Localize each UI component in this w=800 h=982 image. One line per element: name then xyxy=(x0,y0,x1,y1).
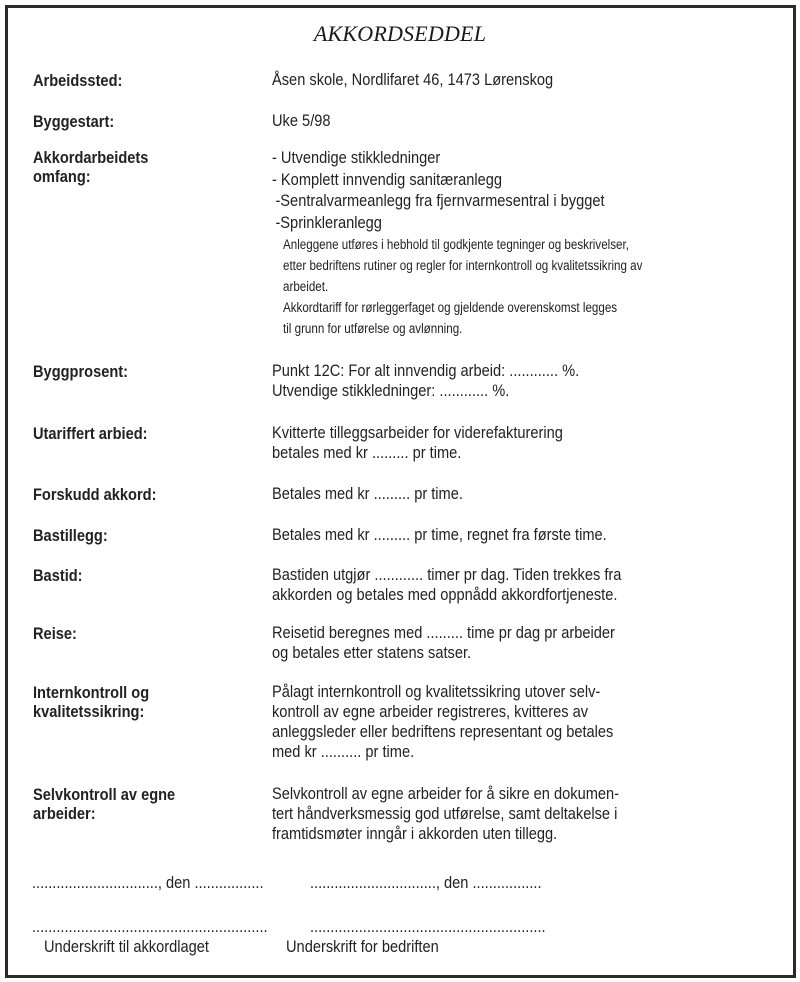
internkontroll-line: Pålagt internkontroll og kvalitetssikring utover selv- xyxy=(272,682,601,701)
label-utariffert: Utariffert arbied: xyxy=(33,424,148,443)
label-internkontroll-line: kvalitetssikring: xyxy=(33,702,145,721)
omfang-note: Akkordtariff for rørleggerfaget og gjeldende overenskomst legges xyxy=(283,300,618,315)
signature-caption-left: Underskrift til akkordlaget xyxy=(44,937,209,956)
label-selvkontroll-line: Selvkontroll av egne xyxy=(33,785,176,804)
omfang-note: til grunn for utførelse og avlønning. xyxy=(283,321,463,336)
label-selvkontroll xyxy=(33,785,175,823)
omfang-note: Anleggene utføres i hebhold til godkjente tegninger og beskrivelser, xyxy=(283,237,629,252)
value-byggprosent xyxy=(272,361,579,401)
selvkontroll-line: tert håndverksmessig god utførelse, samt deltakelse i xyxy=(272,804,618,823)
reise-line: og betales etter statens satser. xyxy=(272,643,472,662)
byggprosent-line: Punkt 12C: For alt innvendig arbeid: ............ %. xyxy=(272,361,580,380)
omfang-item: -Sprinkleranlegg xyxy=(275,212,382,232)
label-reise: Reise: xyxy=(33,624,77,643)
value-bastid xyxy=(272,565,621,605)
signature-line-left[interactable]: .......................................................... xyxy=(32,917,268,936)
label-omfang-line: Akkordarbeidets xyxy=(33,148,149,167)
label-bastillegg: Bastillegg: xyxy=(33,526,108,545)
utariffert-line: betales med kr ......... pr time. xyxy=(272,443,462,462)
omfang-items xyxy=(272,147,605,233)
value-byggestart: Uke 5/98 xyxy=(272,111,331,130)
place-date-right[interactable]: ..............................., den ................. xyxy=(310,873,542,892)
signature-line-right[interactable]: .......................................................... xyxy=(310,917,546,936)
utariffert-line: Kvitterte tilleggsarbeider for viderefakturering xyxy=(272,423,563,442)
byggprosent-line: Utvendige stikkledninger: ............ %. xyxy=(272,381,510,400)
internkontroll-line: kontroll av egne arbeider registreres, kvitteres av xyxy=(272,702,589,721)
omfang-item: - Komplett innvendig sanitæranlegg xyxy=(272,169,502,189)
bastid-line: akkorden og betales med oppnådd akkordfortjeneste. xyxy=(272,585,618,604)
omfang-note: etter bedriftens rutiner og regler for internkontroll og kvalitetssikring av xyxy=(283,258,643,273)
place-date-left[interactable]: ..............................., den ................. xyxy=(32,873,264,892)
label-internkontroll-line: Internkontroll og xyxy=(33,683,150,702)
label-forskudd: Forskudd akkord: xyxy=(33,485,157,504)
value-internkontroll xyxy=(272,682,613,762)
value-arbeidssted: Åsen skole, Nordlifaret 46, 1473 Lørenskog xyxy=(272,70,554,89)
value-reise xyxy=(272,623,615,663)
label-omfang-line: omfang: xyxy=(33,167,91,186)
internkontroll-line: anleggsleder eller bedriftens representant og betales xyxy=(272,722,614,741)
omfang-item: - Utvendige stikkledninger xyxy=(272,148,441,167)
value-bastillegg: Betales med kr ......... pr time, regnet fra første time. xyxy=(272,525,607,544)
value-forskudd: Betales med kr ......... pr time. xyxy=(272,484,463,503)
omfang-notes xyxy=(283,234,642,339)
omfang-item: -Sentralvarmeanlegg fra fjernvarmesentral i bygget xyxy=(275,191,605,210)
selvkontroll-line: Selvkontroll av egne arbeider for å sikre en dokumen- xyxy=(272,784,620,803)
label-byggprosent: Byggprosent: xyxy=(33,362,129,381)
label-arbeidssted: Arbeidssted: xyxy=(33,71,123,90)
document-title: AKKORDSEDDEL xyxy=(313,21,487,46)
signature-caption-right: Underskrift for bedriften xyxy=(286,937,439,956)
label-internkontroll xyxy=(33,683,149,721)
label-byggestart: Byggestart: xyxy=(33,112,115,131)
reise-line: Reisetid beregnes med ......... time pr dag pr arbeider xyxy=(272,623,615,642)
bastid-line: Bastiden utgjør ............ timer pr dag. Tiden trekkes fra xyxy=(272,565,622,584)
value-utariffert xyxy=(272,423,563,463)
label-bastid: Bastid: xyxy=(33,566,83,585)
label-omfang xyxy=(33,148,148,186)
selvkontroll-line: framtidsmøter inngår i akkorden uten tillegg. xyxy=(272,824,558,843)
label-selvkontroll-line: arbeider: xyxy=(33,804,96,823)
value-selvkontroll xyxy=(272,784,619,844)
omfang-note: arbeidet. xyxy=(283,279,329,294)
internkontroll-line: med kr .......... pr time. xyxy=(272,742,415,761)
